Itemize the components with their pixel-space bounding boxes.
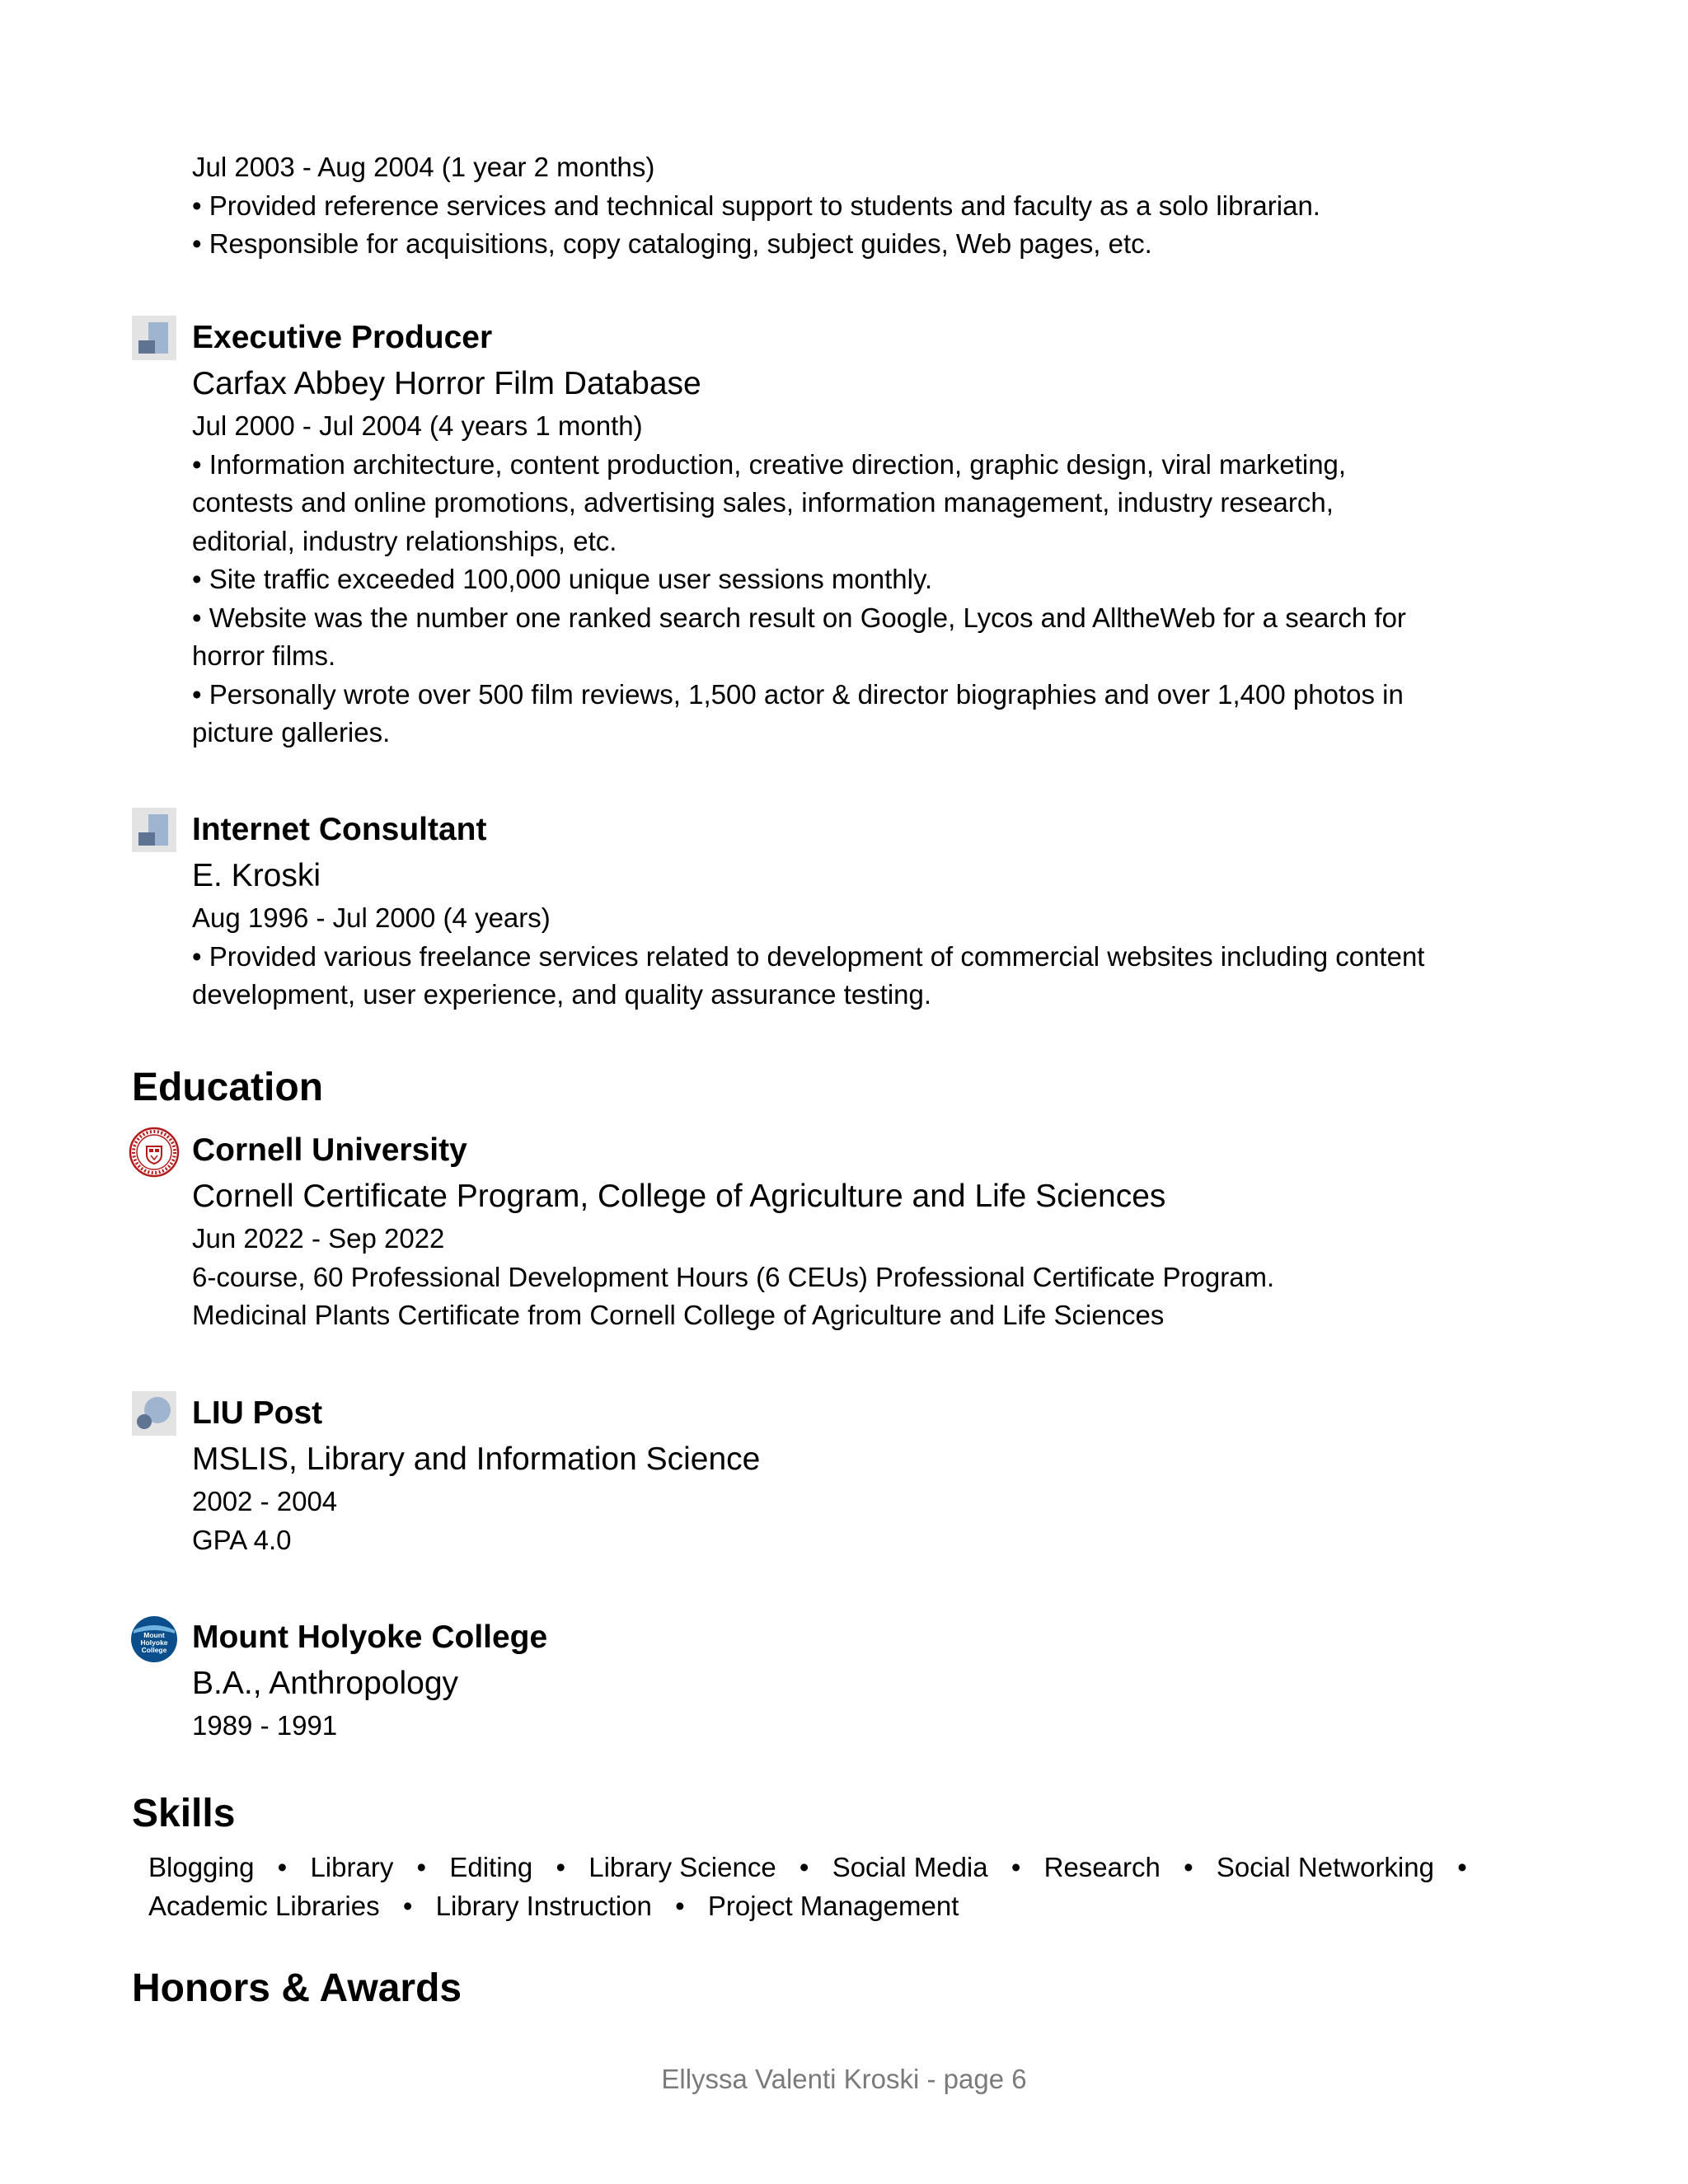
- skill-item: Library Science: [588, 1852, 776, 1882]
- degree-name: B.A., Anthropology: [192, 1666, 459, 1701]
- job-dates: Jul 2000 - Jul 2004 (4 years 1 month): [192, 410, 643, 441]
- job-description-line: • Personally wrote over 500 film reviews, 1,500 actor & director biographies and over 1,400 photos in: [192, 678, 1404, 710]
- svg-text:College: College: [141, 1646, 167, 1654]
- education-dates: 2002 - 2004: [192, 1486, 338, 1516]
- skills-row: [148, 1848, 1500, 1886]
- section-heading-honors-awards: Honors & Awards: [132, 1966, 462, 2010]
- education-dates: 1989 - 1991: [192, 1710, 338, 1741]
- skills-list: [148, 1848, 1500, 1925]
- svg-text:Holyoke: Holyoke: [140, 1638, 168, 1647]
- skill-item: Library: [310, 1852, 394, 1882]
- job-description-line: development, user experience, and quality assurance testing.: [192, 979, 932, 1010]
- page-footer: Ellyssa Valenti Kroski - page 6: [661, 2064, 1027, 2094]
- skill-item: Project Management: [707, 1891, 959, 1921]
- skill-item: Research: [1043, 1852, 1160, 1882]
- company-logo-placeholder-icon: [132, 316, 176, 360]
- degree-name: Cornell Certificate Program, College of Agriculture and Life Sciences: [192, 1179, 1166, 1214]
- entry-bullet: • Responsible for acquisitions, copy cataloging, subject guides, Web pages, etc.: [192, 228, 1152, 259]
- education-dates: Jun 2022 - Sep 2022: [192, 1223, 445, 1254]
- skill-separator: •: [1457, 1852, 1467, 1882]
- cornell-seal-icon: [129, 1127, 180, 1178]
- school-logo-placeholder-icon: [132, 1391, 176, 1436]
- job-description-line: editorial, industry relationships, etc.: [192, 525, 617, 556]
- job-description-line: • Provided various freelance services related to development of commercial websites including content: [192, 940, 1425, 972]
- skill-separator: •: [1010, 1852, 1021, 1882]
- skill-item: Editing: [449, 1852, 533, 1882]
- entry-bullet: • Provided reference services and technical support to students and faculty as a solo librarian.: [192, 190, 1320, 221]
- skill-separator: •: [416, 1852, 427, 1882]
- job-description-line: contests and online promotions, advertising sales, information management, industry research,: [192, 487, 1334, 518]
- job-description-line: • Website was the number one ranked search result on Google, Lycos and AlltheWeb for a search for: [192, 602, 1406, 633]
- job-description-line: • Site traffic exceeded 100,000 unique user sessions monthly.: [192, 564, 933, 594]
- skill-item: Social Networking: [1216, 1852, 1434, 1882]
- job-title: Internet Consultant: [192, 812, 487, 847]
- mount-holyoke-logo-icon: [130, 1615, 178, 1663]
- skill-item: Academic Libraries: [148, 1891, 380, 1921]
- job-description-line: picture galleries.: [192, 717, 391, 748]
- education-detail-line: Medicinal Plants Certificate from Cornell College of Agriculture and Life Sciences: [192, 1300, 1165, 1330]
- skill-item: Social Media: [832, 1852, 988, 1882]
- education-detail-line: 6-course, 60 Professional Development Hours (6 CEUs) Professional Certificate Program.: [192, 1261, 1275, 1292]
- company-name: Carfax Abbey Horror Film Database: [192, 366, 701, 401]
- section-heading-skills: Skills: [132, 1792, 236, 1835]
- company-logo-placeholder-icon: [132, 808, 176, 852]
- school-name: Cornell University: [192, 1132, 467, 1168]
- job-title: Executive Producer: [192, 320, 493, 355]
- job-description-line: • Information architecture, content production, creative direction, graphic design, viral marketing,: [192, 448, 1347, 480]
- school-name: LIU Post: [192, 1395, 323, 1431]
- degree-name: MSLIS, Library and Information Science: [192, 1441, 761, 1477]
- svg-text:Mount: Mount: [143, 1631, 165, 1639]
- skill-item: Library Instruction: [435, 1891, 652, 1921]
- job-description-line: horror films.: [192, 640, 336, 671]
- section-heading-education: Education: [132, 1066, 324, 1109]
- job-dates: Aug 1996 - Jul 2000 (4 years): [192, 902, 551, 933]
- entry-dates: Jul 2003 - Aug 2004 (1 year 2 months): [192, 152, 655, 182]
- skill-separator: •: [556, 1852, 566, 1882]
- education-detail-line: GPA 4.0: [192, 1524, 292, 1555]
- skills-row: [148, 1886, 1500, 1925]
- skill-separator: •: [277, 1852, 288, 1882]
- skill-separator: •: [675, 1891, 685, 1921]
- skill-separator: •: [1184, 1852, 1193, 1882]
- skill-separator: •: [799, 1852, 809, 1882]
- previous-entry-continuation: [192, 148, 1478, 264]
- skill-separator: •: [402, 1891, 413, 1921]
- skill-item: Blogging: [148, 1852, 255, 1882]
- school-name: Mount Holyoke College: [192, 1619, 548, 1655]
- company-name: E. Kroski: [192, 858, 321, 893]
